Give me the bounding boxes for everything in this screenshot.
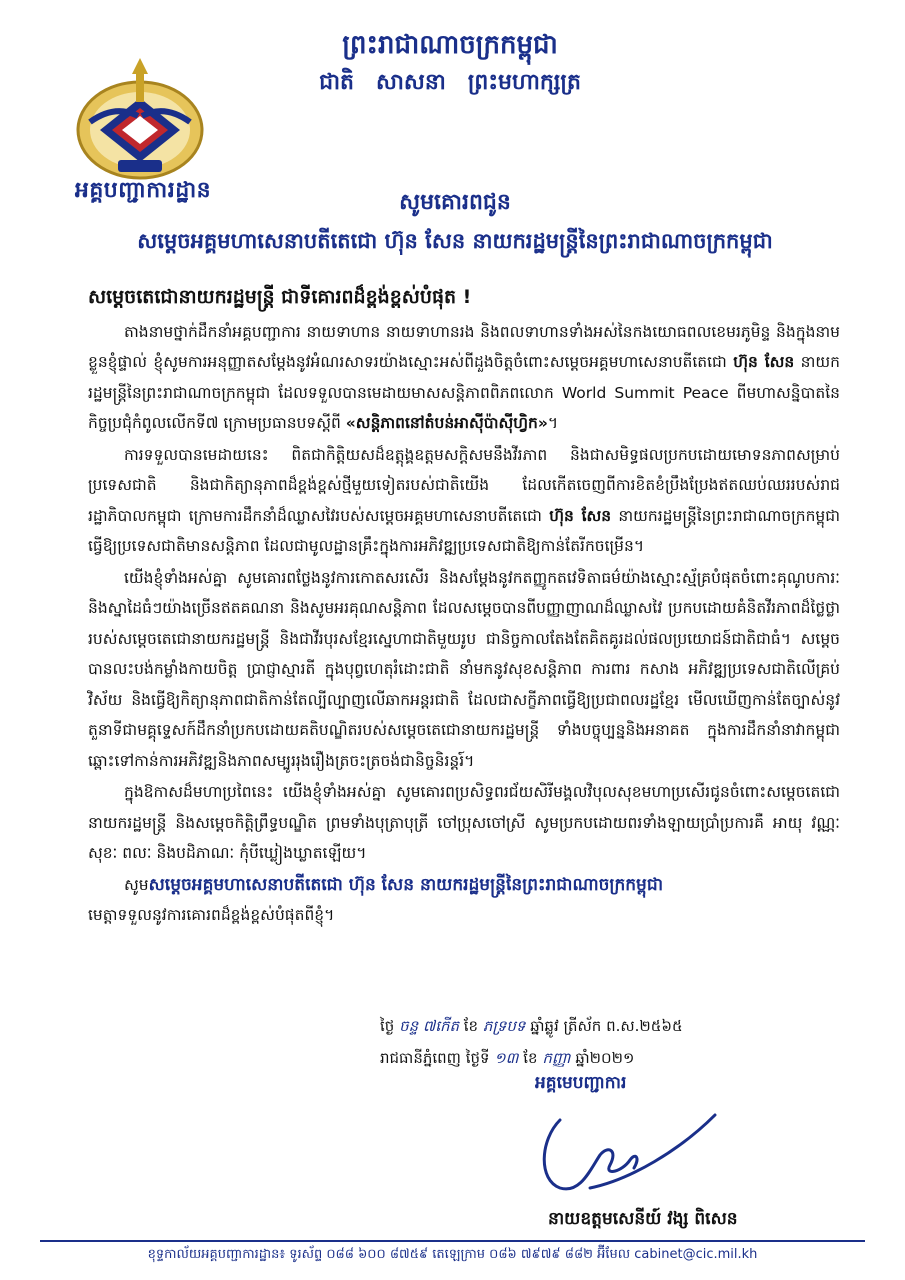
address-to: សូមគោរពជូន xyxy=(399,190,511,215)
p2-name: ហ៊ុន សែន xyxy=(549,506,612,525)
closing-text-a: សូម xyxy=(124,875,149,894)
lunar-month-label: ខែ xyxy=(463,1017,479,1035)
rcaf-emblem-icon xyxy=(60,52,220,184)
closing-emphasis: សម្តេចអគ្គមហាសេនាបតីតេជោ ហ៊ុន សែន នាយករដ្ឋមន្ត្រីនៃព្រះរាជាណាចក្រកម្ពុជា xyxy=(148,874,664,895)
letter-body xyxy=(88,282,840,931)
lunar-date-line xyxy=(380,1010,850,1042)
p1-end: ។ xyxy=(547,414,559,432)
footer-divider xyxy=(40,1240,865,1242)
lunar-day: ចន្ទ ៧កើត xyxy=(399,1017,459,1035)
national-motto xyxy=(300,68,600,100)
paragraph-4: ក្នុងឱកាសដ៏មហាប្រពៃនេះ យើងខ្ញុំទាំងអស់គ្នា សូមគោរពប្រសិទ្ធពរជ័យសិរីមង្គលវិបុលសុខមហាប្រសើរជូនចំពោះសម្តេចតេជោនាយករដ្ឋមន្ត្រី និងសម្តេចកិត្តិព្រឹទ្ធបណ្ឌិត ព្រមទាំងបុត្រាបុត្រី ចៅប្រុសចៅស្រី សូមប្រកបដោយពរទាំងឡាយប្រាំប្រការគឺ អាយុ វណ្ណៈ សុខៈ ពលៈ និងបដិភាណៈ កុំបីឃ្លៀងឃ្លាតឡើយ។ xyxy=(88,783,840,862)
solar-year: ឆ្នាំ២០២១ xyxy=(575,1049,635,1067)
solar-date-line xyxy=(380,1042,850,1074)
p1-text-a: តាងនាមថ្នាក់ដឹកនាំអគ្គបញ្ជាការ នាយទាហាន នាយទាហានរង និងពលទាហានទាំងអស់នៃកងយោធពលខេមរភូមិន្ទ និងក្នុងនាមខ្លួនខ្ញុំផ្ទាល់ ខ្ញុំសូមការអនុញ្ញាតសម្តែងនូវអំណរសាទរយ៉ាងស្មោះអស់ពីដួងចិត្តចំពោះសម្តេចអគ្គមហាសេនាបតីតេជោ xyxy=(88,322,840,371)
signer-name: នាយឧត្តមសេនីយ៍ វង្ស ពិសេន xyxy=(548,1209,738,1229)
date-block xyxy=(380,1010,850,1074)
footer-text: ខុទ្ទកាល័យអគ្គបញ្ជាការដ្ឋាន៖ ទូរស័ព្ទ ០៨៨ ៦០០ ៨៧៥៩ តេឡេក្រាម ០៨៦ ៧៩៧៩ ៨៨២ អ៊ីមែល xyxy=(147,1247,631,1262)
place-label: រាជធានីភ្នំពេញ ថ្ងៃទី xyxy=(380,1049,490,1067)
kingdom-header xyxy=(300,28,600,100)
emblem-logo xyxy=(60,52,220,184)
closing-paragraph xyxy=(88,870,840,931)
salutation: សម្តេចតេជោនាយករដ្ឋមន្ត្រី ជាទីគោរពដ៏ខ្ពង់ខ្ពស់បំផុត ! xyxy=(88,286,472,308)
address-block xyxy=(60,188,850,259)
lunar-month: ភទ្របទ xyxy=(482,1017,526,1035)
footer-contact xyxy=(40,1246,865,1265)
paragraph-2 xyxy=(88,440,840,562)
address-recipient: សម្តេចអគ្គមហាសេនាបតីតេជោ ហ៊ុន សែន នាយករដ្ឋមន្ត្រីនៃព្រះរាជាណាចក្រកម្ពុជា xyxy=(137,229,773,253)
signer-title: អគ្គមេបញ្ជាការ xyxy=(535,1073,627,1093)
p1-text-b: នាយករដ្ឋមន្ត្រីនៃព្រះរាជាណាចក្រកម្ពុជា ដែលទទួលបានមេដាយមាសសន្តិភាពពិភពលោក World Summit Peace ពីមហាសន្និបាតនៃកិច្ចប្រជុំកំពូលលើកទី៧ ក្រោមប្រធានបទស្តីពី xyxy=(88,353,840,432)
handwritten-signature xyxy=(530,1110,720,1200)
closing-text-b: មេត្តាទទួលនូវការគោរពដ៏ខ្ពង់ខ្ពស់បំផុតពីខ្ញុំ។ xyxy=(88,906,335,924)
kingdom-title: ព្រះរាជាណាចក្រកម្ពុជា xyxy=(342,30,558,60)
lunar-label: ថ្ងៃ xyxy=(380,1017,395,1035)
motto-religion: សាសនា xyxy=(375,70,446,95)
solar-month-label: ខែ xyxy=(523,1049,538,1067)
motto-nation: ជាតិ xyxy=(319,70,354,95)
p2-text-a: ការទទួលបានមេដាយនេះ ពិតជាកិត្តិយសដ៏ឧត្តុង្គឧត្តមសក្តិសមនឹងវីរភាព និងជាសមិទ្ធផលប្រកបដោយមោទនភាពសម្រាប់ប្រទេសជាតិ និងជាកិត្យានុភាពដ៏ខ្ពង់ខ្ពស់ថ្មីមួយទៀតរបស់ជាតិយើង ដែលកើតចេញពីការខិតខំប្រឹងប្រែងឥតឈប់ឈររបស់រាជរដ្ឋាភិបាលកម្ពុជា ក្រោមការដឹកនាំដ៏ឈ្លាសវៃរបស់សម្តេចអគ្គមហាសេនាបតីតេជោ xyxy=(88,445,840,525)
solar-month: កញ្ញា xyxy=(542,1049,571,1067)
paragraph-1 xyxy=(88,317,840,439)
p2-text-b: នាយករដ្ឋមន្ត្រីនៃព្រះរាជាណាចក្រកម្ពុជា ធ្វើឱ្យប្រទេសជាតិមានសន្តិភាព ដែលជាមូលដ្ឋានគ្រឹះក្នុងការអភិវឌ្ឍប្រទេសជាតិឱ្យកាន់តែរីកចម្រើន។ xyxy=(88,506,841,555)
p1-name: ហ៊ុន សែន xyxy=(733,353,795,371)
motto-king: ព្រះមហាក្សត្រ xyxy=(467,70,581,95)
solar-day: ១៣ xyxy=(494,1049,519,1067)
footer-email[interactable]: cabinet@cic.mil.kh xyxy=(634,1247,758,1262)
p1-topic: «សន្តិភាពនៅតំបន់អាស៊ីប៉ាស៊ីហ្វិក» xyxy=(345,414,548,432)
organization-name: អគ្គបញ្ជាការដ្ឋាន xyxy=(74,178,212,203)
paragraph-3: យើងខ្ញុំទាំងអស់គ្នា សូមគោរពថ្លែងនូវការកោតសរសើរ និងសម្តែងនូវកតញ្ញូកតវេទិតាធម៌យ៉ាងស្មោះស្ម័គ្របំផុតចំពោះគុណូបការៈនិងស្នាដៃធំៗយ៉ាងច្រើនឥតគណនា និងសូមអរគុណសន្តិភាព ដែលសម្តេចបានពីបញ្ញាញាណដ៏ឈ្លាសវៃ ប្រកបដោយគំនិតវីរភាពដ៏ថ្លៃថ្លារបស់សម្តេចតេជោនាយករដ្ឋមន្ត្រី និងជាវីរបុរសខ្មែរស្នេហាជាតិមួយរូប ជានិច្ចកាលតែងតែគិតគូរដល់ផលប្រយោជន៍ជាតិជាធំ។ សម្តេចបានលះបង់កម្លាំងកាយចិត្ត ប្រាជ្ញាស្មារតី ក្នុងបុព្វហេតុរំដោះជាតិ នាំមកនូវសុខសន្តិភាព ការពារ កសាង អភិវឌ្ឍប្រទេសជាតិលើគ្រប់វិស័យ និងធ្វើឱ្យកិត្យានុភាពជាតិកាន់តែល្បីល្បាញលើឆាកអន្តរជាតិ ដែលជាសក្ខីភាពធ្វើឱ្យប្រជាពលរដ្ឋខ្មែរ មើលឃើញកាន់តែច្បាស់នូវតួនាទីជាមគ្គុទ្ទេសក៍ដឹកនាំប្រកបដោយគតិបណ្ឌិតរបស់សម្តេចតេជោនាយករដ្ឋមន្ត្រី ទាំងបច្ចុប្បន្ននិងអនាគត ក្នុងការដឹកនាំនាវាកម្ពុជា ឆ្ពោះទៅកាន់ការអភិវឌ្ឍនិងភាពសម្បូររុងរឿងត្រចះត្រចង់ជានិច្ចនិរន្តរ៍។ xyxy=(88,568,840,770)
lunar-year: ឆ្នាំឆ្លូវ ត្រីស័ក ព.ស.២៥៦៥ xyxy=(530,1017,683,1035)
